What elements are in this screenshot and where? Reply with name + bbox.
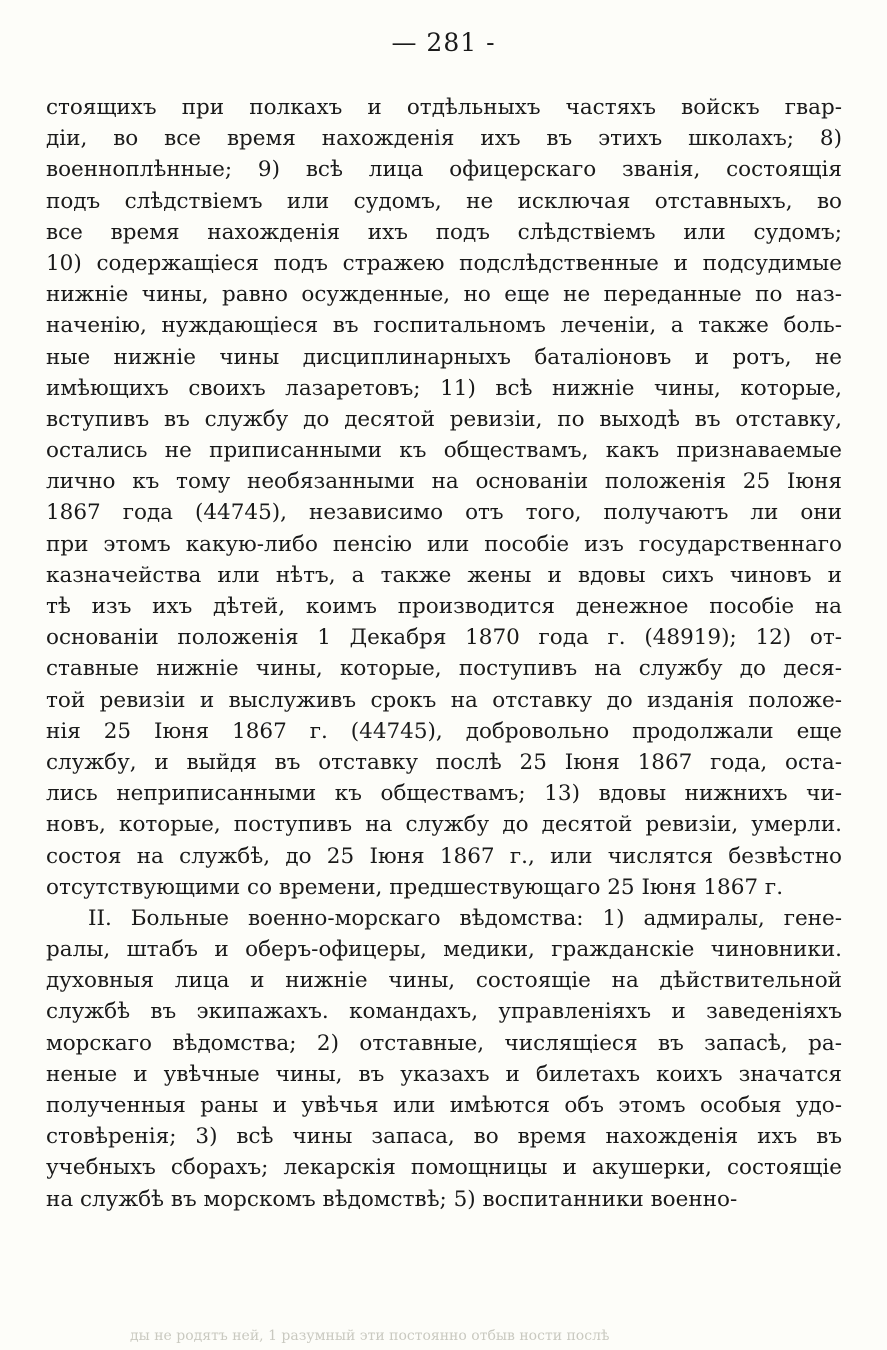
text-line: военноплѣнные; 9) всѣ лица офицерскаго званія, состоящія xyxy=(46,157,842,183)
text-line: имѣющихъ своихъ лазаретовъ; 11) всѣ нижніе чины, которые, xyxy=(46,375,842,401)
text-line: все время нахожденія ихъ подъ слѣдствіемъ или судомъ; xyxy=(46,219,842,245)
text-line: подъ слѣдствіемъ или судомъ, не исключая отставныхъ, во xyxy=(46,188,842,214)
text-line: службѣ въ экипажахъ. командахъ, управленіяхъ и заведеніяхъ xyxy=(46,999,842,1025)
text-line: остались не приписанными къ обществамъ, какъ признаваемые xyxy=(46,438,842,464)
text-line: при этомъ какую-либо пенсію или пособіе изъ государственнаго xyxy=(46,531,842,557)
text-line: нижніе чины, равно осужденные, но еще не переданные по наз- xyxy=(46,282,842,308)
text-line: на службѣ въ морскомъ вѣдомствѣ; 5) воспитанники военно- xyxy=(46,1186,738,1212)
text-line: казначейства или нѣтъ, а также жены и вдовы сихъ чиновъ и xyxy=(46,562,842,588)
paragraph-1 xyxy=(46,92,842,903)
text-line: 1867 года (44745), независимо отъ того, получаютъ ли они xyxy=(46,500,842,526)
bleed-through-text: ды не родятъ ней, 1 разумный эти постоянно отбыв ности послѣ xyxy=(130,1328,610,1344)
body-text xyxy=(46,92,842,1215)
text-line: II. Больные военно-морскаго вѣдомства: 1) адмиралы, гене- xyxy=(88,905,842,931)
text-line: состоя на службѣ, до 25 Іюня 1867 г., или числятся безвѣстно xyxy=(46,843,842,869)
text-line: неные и увѣчные чины, въ указахъ и билетахъ коихъ значатся xyxy=(46,1061,842,1087)
text-line: нія 25 Іюня 1867 г. (44745), добровольно продолжали еще xyxy=(46,718,842,744)
text-line: ставные нижніе чины, которые, поступивъ на службу до деся- xyxy=(46,656,842,682)
text-line: тѣ изъ ихъ дѣтей, коимъ производится денежное пособіе на xyxy=(46,594,842,619)
text-line: 10) содержащіеся подъ стражею подслѣдственные и подсудимые xyxy=(46,250,842,276)
text-line: той ревизіи и выслуживъ срокъ на отставку до изданія положе- xyxy=(46,687,842,713)
text-line: вступивъ въ службу до десятой ревизіи, по выходѣ въ отставку, xyxy=(46,406,842,432)
page-number: — 281 - xyxy=(391,28,496,57)
text-line: лично къ тому необязанными на основаніи положенія 25 Іюня xyxy=(46,469,842,495)
text-line: учебныхъ сборахъ; лекарскія помощницы и акушерки, состоящіе xyxy=(46,1155,842,1181)
paragraph-2 xyxy=(46,903,842,1215)
text-line: ралы, штабъ и оберъ-офицеры, медики, гражданскіе чиновники. xyxy=(46,937,842,963)
text-line: духовныя лица и нижніе чины, состоящіе на дѣйствительной xyxy=(46,968,842,994)
text-line: морскаго вѣдомства; 2) отставные, числящіеся въ запасѣ, ра- xyxy=(46,1030,842,1056)
text-line: стовѣренія; 3) всѣ чины запаса, во время нахожденія ихъ въ xyxy=(46,1124,842,1150)
text-line: стоящихъ при полкахъ и отдѣльныхъ частяхъ войскъ гвар- xyxy=(46,95,842,120)
text-line: наченію, нуждающіеся въ госпитальномъ леченіи, а также боль- xyxy=(46,313,842,339)
text-line: полученныя раны и увѣчья или имѣются объ этомъ особыя удо- xyxy=(46,1093,842,1118)
text-line: новъ, которые, поступивъ на службу до десятой ревизіи, умерли. xyxy=(46,812,842,838)
text-line: діи, во все время нахожденія ихъ въ этихъ школахъ; 8) xyxy=(46,126,842,152)
text-line: лись неприписанными къ обществамъ; 13) вдовы нижнихъ чи- xyxy=(46,781,842,807)
text-line: основаніи положенія 1 Декабря 1870 года г. (48919); 12) от- xyxy=(46,625,842,651)
text-line: ные нижніе чины дисциплинарныхъ баталіоновъ и ротъ, не xyxy=(46,344,842,370)
text-line: службу, и выйдя въ отставку послѣ 25 Іюня 1867 года, оста- xyxy=(46,749,842,775)
text-line: отсутствующими со времени, предшествующаго 25 Іюня 1867 г. xyxy=(46,874,784,900)
